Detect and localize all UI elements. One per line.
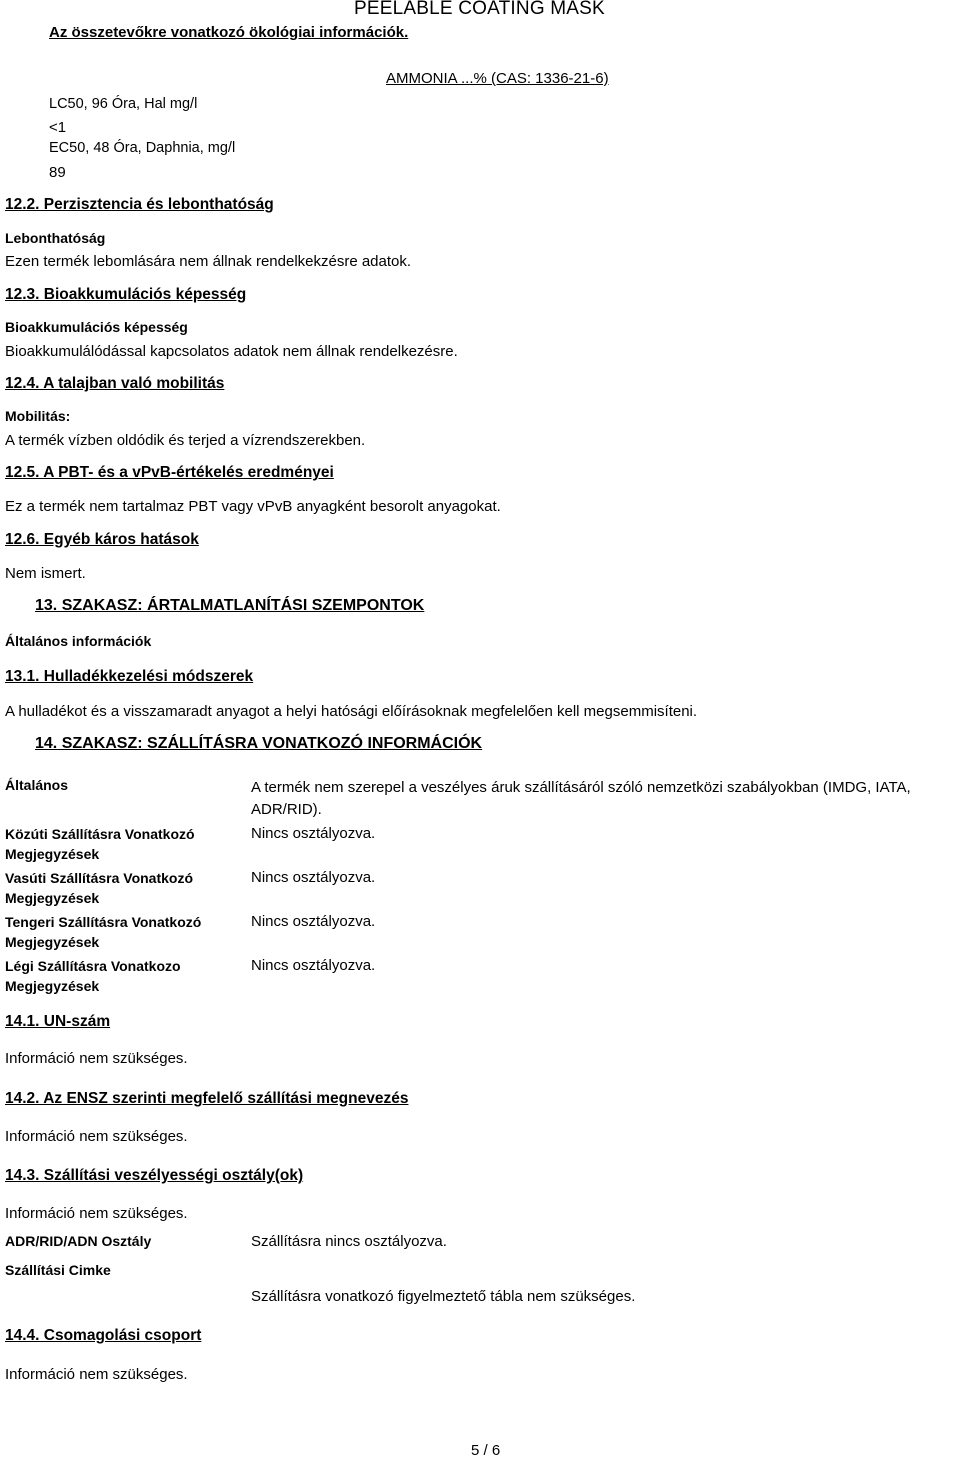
air-transport-value: Nincs osztályozva. — [251, 957, 376, 974]
section-14-2-title: 14.2. Az ENSZ szerinti megfelelő szállítási megnevezés — [5, 1090, 409, 1107]
section-12-2-label: Lebonthatóság — [5, 230, 106, 246]
rail-transport-label: Vasúti Szállításra Vonatkozó Megjegyzések — [5, 870, 194, 906]
section-13-1-title: 13.1. Hulladékkezelési módszerek — [5, 668, 254, 685]
section-12-4-title: 12.4. A talajban való mobilitás — [5, 375, 225, 392]
lc50-value: <1 — [49, 119, 67, 136]
section-12-5-text: Ez a termék nem tartalmaz PBT vagy vPvB anyagként besorolt anyagokat. — [5, 498, 501, 515]
section-14-title: 14. SZAKASZ: SZÁLLÍTÁSRA VONATKOZÓ INFORMÁCIÓK — [35, 735, 483, 752]
section-14-1-text: Információ nem szükséges. — [5, 1050, 188, 1067]
section-14-3-title: 14.3. Szállítási veszélyességi osztály(ok) — [5, 1167, 304, 1184]
sea-transport-label: Tengeri Szállításra Vonatkozó Megjegyzések — [5, 914, 202, 950]
section-12-6-text: Nem ismert. — [5, 565, 86, 582]
section-12-2-title: 12.2. Perzisztencia és lebonthatóság — [5, 196, 274, 213]
lc50-label: LC50, 96 Óra, Hal mg/l — [49, 96, 198, 112]
transport-general-text: A termék nem szerepel a veszélyes áruk szállításáról szóló nemzetközi szabályokban (IMDG, IATA, ADR/RID). — [251, 779, 911, 818]
section-14-1-title: 14.1. UN-szám — [5, 1013, 111, 1030]
adr-class-value: Szállításra nincs osztályozva. — [251, 1233, 447, 1250]
transport-label-label: Szállítási Cimke — [5, 1262, 111, 1278]
section-12-3-title: 12.3. Bioakkumulációs képesség — [5, 286, 247, 303]
document-title: PEELABLE COATING MASK — [354, 0, 605, 19]
sea-transport-value: Nincs osztályozva. — [251, 913, 376, 930]
section-12-2-text: Ezen termék lebomlására nem állnak rendelkekzésre adatok. — [5, 253, 412, 270]
section-12-3-text: Bioakkumulálódással kapcsolatos adatok nem állnak rendelkezésre. — [5, 343, 458, 360]
section-14-3-text: Információ nem szükséges. — [5, 1205, 188, 1222]
page-number: 5 / 6 — [471, 1442, 501, 1459]
section-12-3-label: Bioakkumulációs képesség — [5, 319, 188, 335]
transport-general-label: Általános — [5, 777, 69, 793]
section-14-4-text: Információ nem szükséges. — [5, 1366, 188, 1383]
section-13-1-text: A hulladékot és a visszamaradt anyagot a helyi hatósági előírásoknak megfelelően kell megsemmisíteni. — [5, 703, 698, 720]
ec50-label: EC50, 48 Óra, Daphnia, mg/l — [49, 140, 236, 156]
section-12-4-text: A termék vízben oldódik és terjed a vízrendszerekben. — [5, 432, 366, 449]
rail-transport-value: Nincs osztályozva. — [251, 869, 376, 886]
ec50-value: 89 — [49, 164, 66, 181]
air-transport-label: Légi Szállításra Vonatkozo Megjegyzések — [5, 958, 181, 994]
adr-class-label: ADR/RID/ADN Osztály — [5, 1233, 152, 1249]
section-12-6-title: 12.6. Egyéb káros hatások — [5, 531, 199, 548]
section-14-4-title: 14.4. Csomagolási csoport — [5, 1327, 202, 1344]
section-13-title: 13. SZAKASZ: ÁRTALMATLANÍTÁSI SZEMPONTOK — [35, 597, 425, 614]
section-12-4-label: Mobilitás: — [5, 408, 71, 424]
transport-label-value: Szállításra vonatkozó figyelmeztető tábla nem szükséges. — [251, 1288, 636, 1305]
road-transport-value: Nincs osztályozva. — [251, 825, 376, 842]
ecology-header: Az összetevőkre vonatkozó ökológiai információk. — [49, 24, 409, 41]
substance-name: AMMONIA ...% (CAS: 1336-21-6) — [386, 70, 609, 87]
road-transport-label: Közúti Szállításra Vonatkozó Megjegyzések — [5, 826, 195, 862]
section-12-5-title: 12.5. A PBT- és a vPvB-értékelés eredményei — [5, 464, 334, 481]
section-13-label: Általános információk — [5, 633, 152, 649]
section-14-2-text: Információ nem szükséges. — [5, 1128, 188, 1145]
